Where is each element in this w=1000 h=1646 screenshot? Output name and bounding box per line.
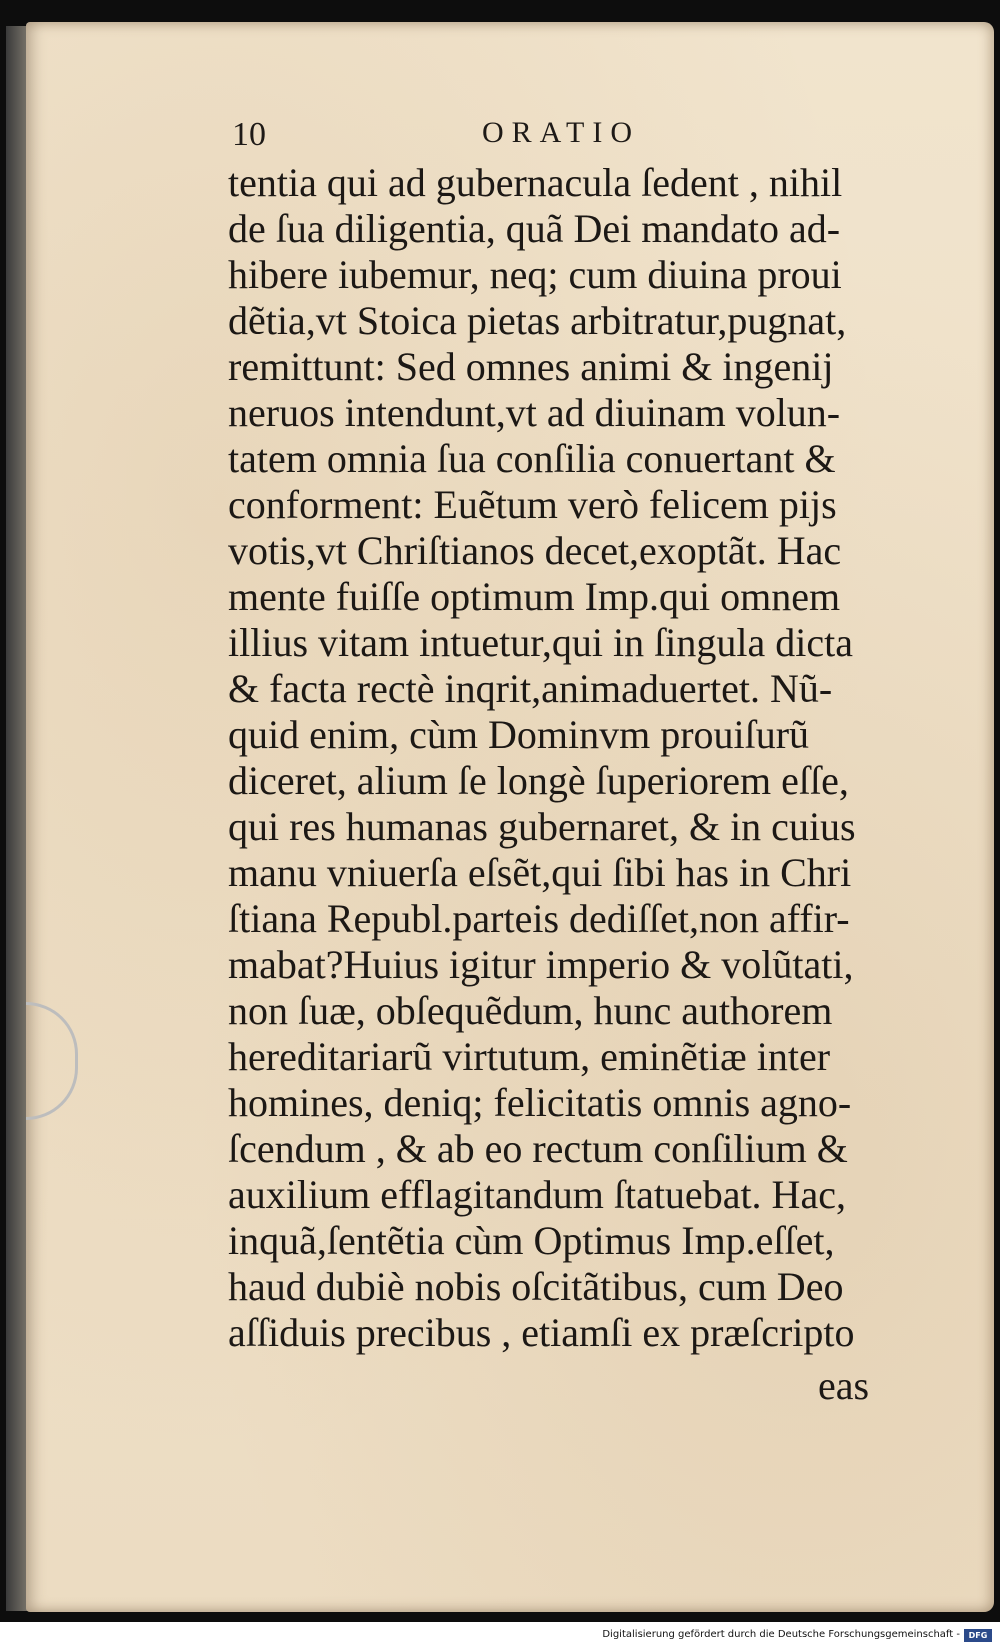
dfg-logo: DFG [964, 1629, 992, 1642]
text-line: dẽtia,vt Stoica pietas arbitratur,pugnat, [228, 298, 847, 343]
text-line: inquã,ſentẽtia cùm Optimus Imp.eſſet, [228, 1218, 835, 1263]
text-line: ſcendum , & ab eo rectum conſilium & [228, 1126, 848, 1171]
text-line: tatem omnia ſua conſilia conuertant & [228, 436, 836, 481]
text-line: diceret, alium ſe longè ſuperiorem eſſe, [228, 758, 849, 803]
text-line: neruos intendunt,vt ad diuinam volun- [228, 390, 841, 435]
running-head-title: ORATIO [482, 116, 640, 149]
text-line: de ſua diligentia, quã Dei mandato ad- [228, 206, 841, 251]
text-line: mabat?Huius igitur imperio & volũtati, [228, 942, 854, 987]
text-line: non ſuæ, obſequẽdum, hunc authorem [228, 988, 833, 1033]
text-line: quid enim, cùm Dominvm prouiſurũ [228, 712, 810, 757]
text-line: haud dubiè nobis oſcitãtibus, cum Deo [228, 1264, 844, 1309]
text-line: tentia qui ad gubernacula ſedent , nihil [228, 160, 843, 205]
text-line: votis,vt Chriſtianos decet,exoptãt. Hac [228, 528, 842, 573]
text-line: homines, deniq; felicitatis omnis agno- [228, 1080, 852, 1125]
body-text [228, 160, 888, 1356]
text-line: remittunt: Sed omnes animi & ingenij [228, 344, 834, 389]
text-line: hereditariarũ virtutum, eminẽtiæ inter [228, 1034, 831, 1079]
text-line: auxilium efflagitandum ſtatuebat. Hac, [228, 1172, 846, 1217]
running-header [232, 116, 692, 156]
text-line: hibere iubemur, neq; cum diuina proui [228, 252, 842, 297]
text-line: ſtiana Republ.parteis dediſſet,non affir- [228, 896, 850, 941]
text-line: illius vitam intuetur,qui in ſingula dicta [228, 620, 853, 665]
paper-clip-icon [26, 1002, 78, 1120]
page-number: 10 [232, 116, 266, 153]
digitization-credit: Digitalisierung gefördert durch die Deutsche Forschungsgemeinschaft - [602, 1629, 960, 1640]
text-line: manu vniuerſa eſsẽt,qui ſibi has in Chri [228, 850, 852, 895]
text-line: & facta rectè inqrit,animaduertet. Nũ- [228, 666, 833, 711]
text-line: conforment: Euẽtum verò felicem pijs [228, 482, 837, 527]
text-line: mente fuiſſe optimum Imp.qui omnem [228, 574, 841, 619]
catchword: eas [818, 1363, 870, 1408]
text-line: qui res humanas gubernaret, & in cuius [228, 804, 856, 849]
text-line: aſſiduis precibus , etiamſi ex præſcripto [228, 1310, 855, 1355]
